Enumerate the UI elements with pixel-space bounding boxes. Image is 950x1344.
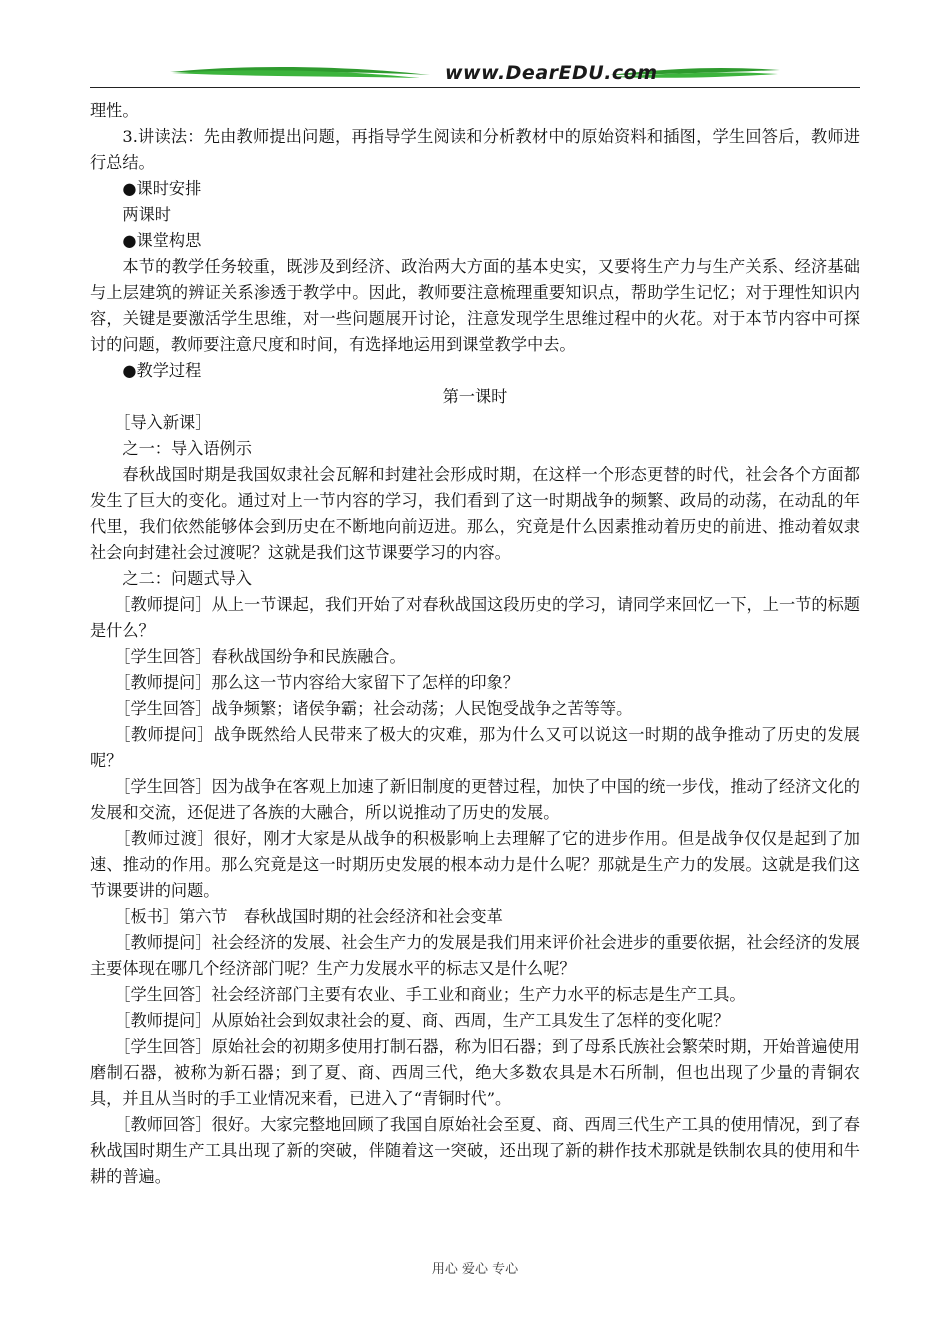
board-note: ［板书］第六节 春秋战国时期的社会经济和社会变革 xyxy=(114,907,503,926)
section-heading: ●课堂构思 xyxy=(122,231,202,250)
paragraph: 之二：问题式导入 xyxy=(122,569,252,588)
paragraph: 两课时 xyxy=(122,205,171,224)
dialogue-line: ［教师提问］社会经济的发展、社会生产力的发展是我们用来评价社会进步的重要依据，社会经济的发展主要体现在哪几个经济部门呢？生产力发展水平的标志又是什么呢？ xyxy=(90,933,860,978)
paragraph: ［导入新课］ xyxy=(114,413,212,432)
dialogue-line: ［教师提问］战争既然给人民带来了极大的灾难，那为什么又可以说这一时期的战争推动了历史的发展呢？ xyxy=(90,725,860,770)
document-body xyxy=(90,98,860,1190)
paragraph: 理性。 xyxy=(90,101,139,120)
dialogue-line: ［学生回答］原始社会的初期多使用打制石器，称为旧石器；到了母系氏族社会繁荣时期，开始普遍使用磨制石器，被称为新石器；到了夏、商、西周三代，绝大多数农具是木石所制，但也出现了少量的青铜农具，并且从当时的手工业情况来看，已进入了“青铜时代”。 xyxy=(90,1037,860,1108)
dialogue-line: ［教师提问］那么这一节内容给大家留下了怎样的印象？ xyxy=(114,673,519,692)
section-heading: ●教学过程 xyxy=(122,361,202,380)
dialogue-line: ［教师提问］从原始社会到奴隶社会的夏、商、西周，生产工具发生了怎样的变化呢？ xyxy=(114,1011,730,1030)
dialogue-line: ［学生回答］社会经济部门主要有农业、手工业和商业；生产力水平的标志是生产工具。 xyxy=(114,985,746,1004)
page-footer: 用心 爱心 专心 xyxy=(431,1262,519,1277)
site-logo: www.DearEDU.com xyxy=(445,62,658,84)
paragraph: 之一：导入语例示 xyxy=(122,439,252,458)
dialogue-line: ［学生回答］因为战争在客观上加速了新旧制度的更替过程，加快了中国的统一步伐，推动了经济文化的发展和交流，还促进了各族的大融合，所以说推动了历史的发展。 xyxy=(90,777,860,822)
lesson-title: 第一课时 xyxy=(442,387,508,406)
dialogue-line: ［教师回答］很好。大家完整地回顾了我国自原始社会至夏、商、西周三代生产工具的使用情况，到了春秋战国时期生产工具出现了新的突破，伴随着这一突破，还出现了新的耕作技术那就是铁制农具的使用和牛耕的普遍。 xyxy=(90,1115,860,1186)
paragraph: 3.讲读法：先由教师提出问题，再指导学生阅读和分析教材中的原始资料和插图，学生回答后，教师进行总结。 xyxy=(90,127,860,172)
dialogue-line: ［学生回答］战争频繁；诸侯争霸；社会动荡；人民饱受战争之苦等等。 xyxy=(114,699,633,718)
dialogue-line: ［学生回答］春秋战国纷争和民族融合。 xyxy=(114,647,406,666)
paragraph: 春秋战国时期是我国奴隶社会瓦解和封建社会形成时期，在这样一个形态更替的时代，社会各个方面都发生了巨大的变化。通过对上一节内容的学习，我们看到了这一时期战争的频繁、政局的动荡，在动乱的年代里，我们依然能够体会到历史在不断地向前迈进。那么，究竟是什么因素推动着历史的前进、推动着奴隶社会向封建社会过渡呢？这就是我们这节课要学习的内容。 xyxy=(90,465,860,562)
header-banner xyxy=(90,58,860,90)
header-divider xyxy=(90,87,860,88)
section-heading: ●课时安排 xyxy=(122,179,202,198)
dialogue-line: ［教师过渡］很好，刚才大家是从战争的积极影响上去理解了它的进步作用。但是战争仅仅是起到了加速、推动的作用。那么究竟是这一时期历史发展的根本动力是什么呢？那就是生产力的发展。这就是我们这节课要讲的问题。 xyxy=(90,829,860,900)
dialogue-line: ［教师提问］从上一节课起，我们开始了对春秋战国这段历史的学习，请同学来回忆一下，上一节的标题是什么？ xyxy=(90,595,860,640)
paragraph: 本节的教学任务较重，既涉及到经济、政治两大方面的基本史实，又要将生产力与生产关系、经济基础与上层建筑的辨证关系渗透于教学中。因此，教师要注意梳理重要知识点，帮助学生记忆；对于理性知识内容，关键是要激活学生思维，对一些问题展开讨论，注意发现学生思维过程中的火花。对于本节内容中可探讨的问题，教师要注意尺度和时间，有选择地运用到课堂教学中去。 xyxy=(90,257,860,354)
